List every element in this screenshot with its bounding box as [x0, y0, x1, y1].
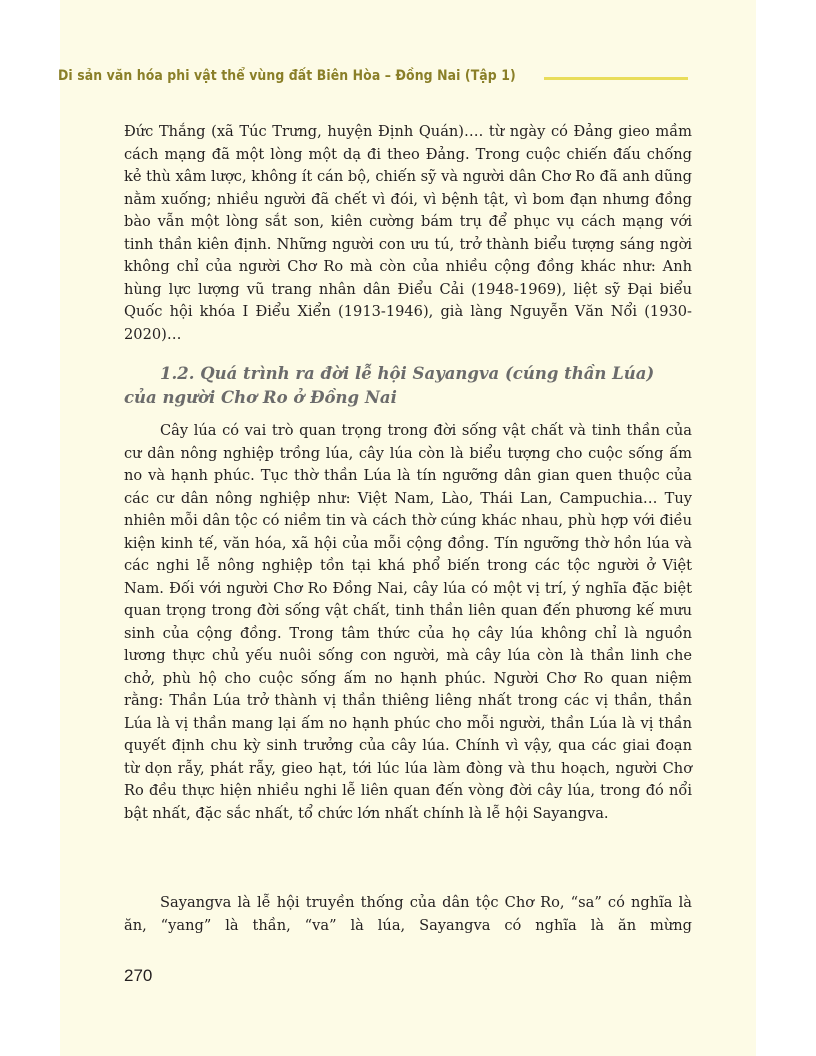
page-number: 270: [124, 966, 153, 985]
running-header-title: Di sản văn hóa phi vật thể vùng đất Biên Hòa – Đồng Nai (Tập 1): [58, 68, 516, 84]
paragraph-3: Sayangva là lễ hội truyền thống của dân tộc Chơ Ro, “sa” có nghĩa là ăn, “yang” là thần, “va” là lúa, Sayangva có nghĩa là ăn mừng: [124, 894, 692, 934]
section-heading: 1.2. Quá trình ra đời lễ hội Sayangva (cúng thần Lúa) của người Chơ Ro ở Đồng Nai: [124, 364, 655, 407]
header-rule: [544, 77, 688, 80]
paragraph-1: Đức Thắng (xã Túc Trưng, huyện Định Quán)…. từ ngày có Đảng gieo mầm cách mạng đã một lòng một dạ đi theo Đảng. Trong cuộc chiến đấu chống kẻ thù xâm lược, không ít cán bộ, chiến sỹ và người dân Chơ Ro đã anh dũng nằm xuống; nhiều người đã chết vì đói, vì bệnh tật, vì bom đạn nhưng đồng bào vẫn một lòng sắt son, kiên cường bám trụ để phục vụ cách mạng với tinh thần kiên định. Những người con ưu tú, trở thành biểu tượng sáng ngời không chỉ của người Chơ Ro mà còn của nhiều cộng đồng khác như: Anh hùng lực lượng vũ trang nhân dân Điểu Cải (1948-1969), liệt sỹ Đại biểu Quốc hội khóa I Điểu Xiển (1913-1946), già làng Nguyễn Văn Nổi (1930-2020)…: [124, 123, 692, 343]
paragraph-2: Cây lúa có vai trò quan trọng trong đời sống vật chất và tinh thần của cư dân nông nghiệp trồng lúa, cây lúa còn là biểu tượng cho cuộc sống ấm no và hạnh phúc. Tục thờ thần Lúa là tín ngưỡng dân gian quen thuộc của các cư dân nông nghiệp như: Việt Nam, Lào, Thái Lan, Campuchia… Tuy nhiên mỗi dân tộc có niềm tin và cách thờ cúng khác nhau, phù hợp với điều kiện kinh tế, văn hóa, xã hội của mỗi cộng đồng. Tín ngưỡng thờ hồn lúa và các nghi lễ nông nghiệp tồn tại khá phổ biến trong các tộc người ở Việt Nam. Đối với người Chơ Ro Đồng Nai, cây lúa có một vị trí, ý nghĩa đặc biệt quan trọng trong đời sống vật chất, tinh thần liên quan đến phương kế mưu sinh của cộng đồng. Trong tâm thức của họ cây lúa không chỉ là nguồn lương thực chủ yếu nuôi sống con người, mà cây lúa còn là thần linh che chở, phù hộ cho cuộc sống ấm no hạnh phúc. Người Chơ Ro quan niệm rằng: Thần Lúa trở thành vị thần thiêng liêng nhất trong các vị thần, thần Lúa là vị thần mang lại ấm no hạnh phúc cho mỗi người, thần Lúa là vị thần quyết định chu kỳ sinh trưởng của cây lúa. Chính vì vậy, qua các giai đoạn từ dọn rẫy, phát rẫy, gieo hạt, tới lúc lúa làm đòng và thu hoạch, người Chơ Ro đều thực hiện nhiều nghi lễ liên quan đến vòng đời cây lúa, trong đó nổi bật nhất, đặc sắc nhất, tổ chức lớn nhất chính là lễ hội Sayangva.: [124, 422, 692, 822]
